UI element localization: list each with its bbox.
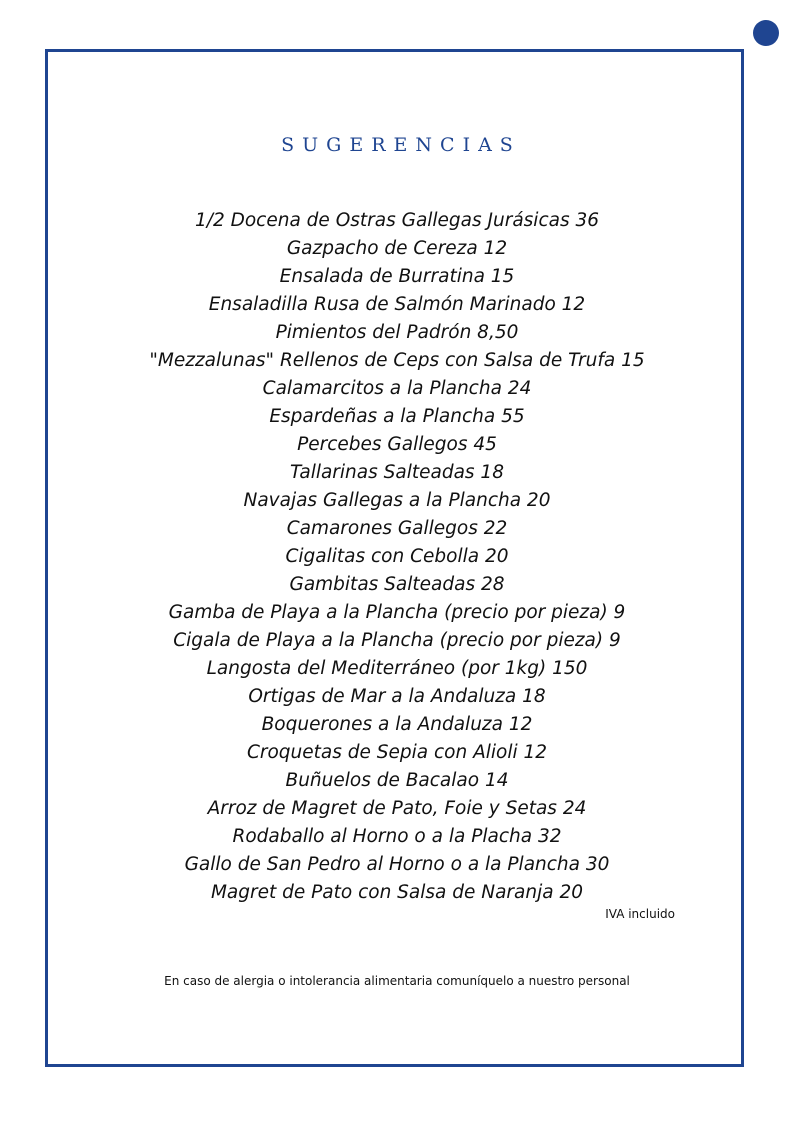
menu-item: Ortigas de Mar a la Andaluza 18 <box>248 686 546 707</box>
menu-item: Magret de Pato con Salsa de Naranja 20 <box>210 882 584 903</box>
menu-item: Rodaballo al Horno o a la Placha 32 <box>232 826 562 847</box>
menu-item: Percebes Gallegos 45 <box>297 434 497 455</box>
tax-included-note: IVA incluido <box>605 907 675 921</box>
menu-item: Buñuelos de Bacalao 14 <box>285 770 509 791</box>
menu-item: Pimientos del Padrón 8,50 <box>275 322 519 343</box>
menu-item: Boquerones a la Andaluza 12 <box>261 714 533 735</box>
decorative-dot <box>753 20 779 46</box>
menu-item: Cigala de Playa a la Plancha (precio por pieza) 9 <box>173 630 621 651</box>
menu-item: Cigalitas con Cebolla 20 <box>285 546 509 567</box>
menu-item: Calamarcitos a la Plancha 24 <box>262 378 532 399</box>
menu-item: Camarones Gallegos 22 <box>286 518 508 539</box>
menu-item: Croquetas de Sepia con Alioli 12 <box>246 742 548 763</box>
menu-item: Gambitas Salteadas 28 <box>289 574 505 595</box>
menu-item: Gamba de Playa a la Plancha (precio por pieza) 9 <box>168 602 626 623</box>
page-title: SUGERENCIAS <box>281 134 521 156</box>
menu-item: Gallo de San Pedro al Horno o a la Plancha 30 <box>184 854 610 875</box>
menu-item: Tallarinas Salteadas 18 <box>290 462 504 483</box>
menu-item: Ensalada de Burratina 15 <box>279 266 515 287</box>
menu-item: Langosta del Mediterráneo (por 1kg) 150 <box>206 658 588 679</box>
menu-item: Espardeñas a la Plancha 55 <box>269 406 525 427</box>
menu-item: 1/2 Docena de Ostras Gallegas Jurásicas 36 <box>194 210 600 231</box>
menu-item: Gazpacho de Cereza 12 <box>286 238 508 259</box>
menu-item: Navajas Gallegas a la Plancha 20 <box>243 490 551 511</box>
allergy-notice: En caso de alergia o intolerancia alimentaria comuníquelo a nuestro personal <box>164 974 630 988</box>
menu-list <box>0 207 794 907</box>
menu-item: "Mezzalunas" Rellenos de Ceps con Salsa de Trufa 15 <box>149 350 645 371</box>
menu-item: Ensaladilla Rusa de Salmón Marinado 12 <box>208 294 586 315</box>
menu-item: Arroz de Magret de Pato, Foie y Setas 24 <box>207 798 587 819</box>
